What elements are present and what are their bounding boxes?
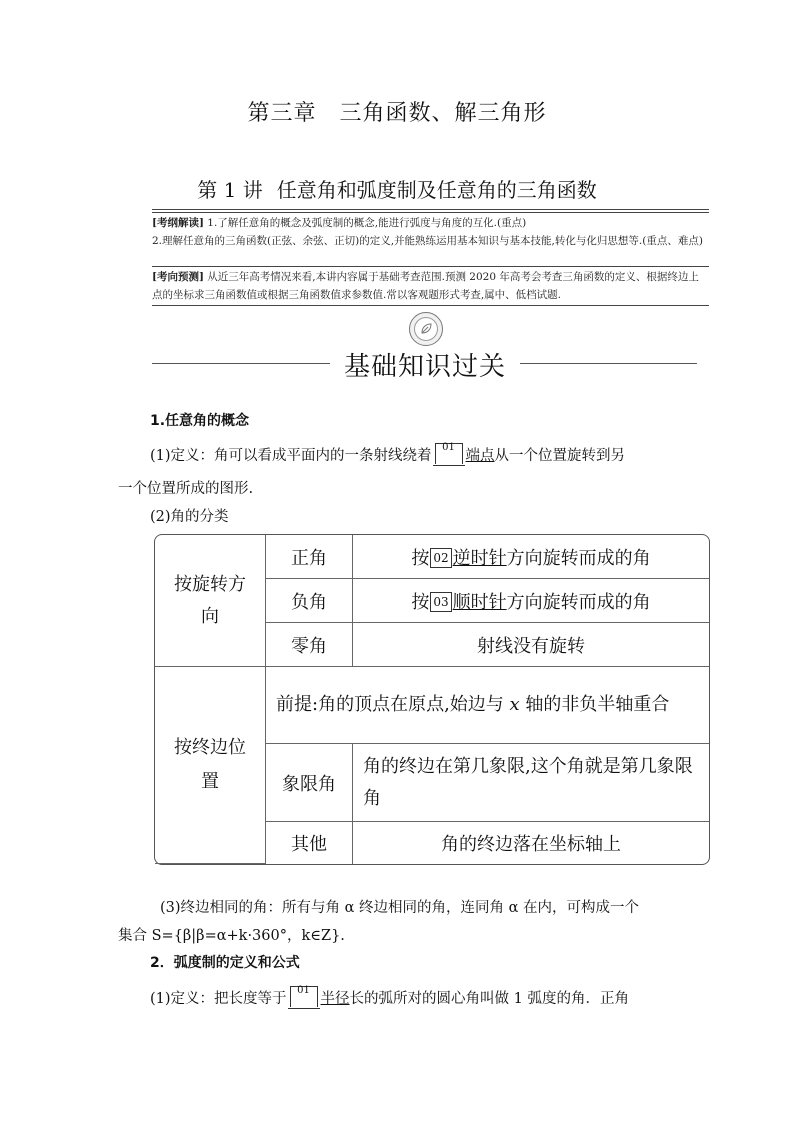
- premise-cell: 前提:角的顶点在原点,始边与 x 轴的非负半轴重合: [266, 667, 709, 744]
- angle-classification-table: [154, 534, 710, 865]
- chapter-title: 第三章 三角函数、解三角形: [247, 101, 547, 126]
- section1-heading: 1.任意角的概念: [150, 413, 250, 429]
- banner-title: 基础知识过关: [330, 346, 520, 383]
- forecast-text: 从近三年高考情况来看,本讲内容属于基础考查范围.预测 2020 年高考会考查三角函数的定义、根据终边上点的坐标求三角函数值或根据三角函数值求参数值.常以客观题形式考查,属中、低档试题.: [152, 271, 699, 301]
- forecast-tag: [考向预测]: [152, 271, 204, 283]
- syllabus-line2: 2.理解任意角的三角函数(正弦、余弦、正切)的定义,并能熟练运用基本知识与基本技能,转化与化归思想等.(重点、难点): [152, 235, 703, 247]
- section1-definition: [150, 443, 625, 467]
- row-desc: 角的终边在第几象限,这个角就是第几象限角: [353, 744, 709, 822]
- divider: [152, 305, 709, 306]
- section2-heading: 2．弧度制的定义和公式: [150, 955, 300, 971]
- leaf-badge-icon: [409, 312, 443, 346]
- circled-number: 02: [430, 548, 451, 568]
- row-name: 零角: [266, 623, 353, 667]
- answer-blank: [290, 986, 318, 1007]
- row-name: 象限角: [266, 744, 353, 822]
- banner-line-right: [520, 363, 697, 364]
- classification-label: (2)角的分类: [150, 509, 229, 525]
- definition-text: 从一个位置旋转到另: [494, 448, 626, 464]
- row-name: 负角: [266, 579, 353, 623]
- forecast-box: [152, 268, 709, 304]
- row-name: 其他: [266, 822, 353, 864]
- coterminal-line1: (3)终边相同的角：所有与角 α 终边相同的角，连同角 α 在内，可构成一个: [160, 900, 640, 916]
- row-name: 正角: [266, 535, 353, 579]
- answer-blank: [435, 443, 463, 464]
- banner-line-left: [152, 363, 330, 364]
- lecture-number: 第 1 讲: [197, 178, 263, 202]
- row-desc: 按 03 顺时针方向旋转而成的角: [353, 579, 709, 623]
- blank-answer: 半径: [320, 991, 350, 1007]
- divider: [152, 266, 709, 267]
- blank-number: 01: [442, 442, 455, 453]
- divider: [152, 212, 709, 213]
- coterminal-line2: 集合 S={β|β=α+k·360°，k∈Z}.: [118, 928, 345, 944]
- blank-answer: 逆时针: [452, 547, 507, 569]
- definition-text: 长的弧所对的圆心角叫做 1 弧度的角．正角: [349, 991, 629, 1007]
- group-rotation: [155, 535, 266, 667]
- blank-answer: 端点: [465, 448, 495, 464]
- lecture-title: [0, 174, 794, 203]
- syllabus-line1: 1.了解任意角的概念及弧度制的概念,能进行弧度与角度的互化.(重点): [207, 217, 527, 229]
- blank-answer: 顺时针: [452, 591, 507, 613]
- blank-number: 01: [297, 985, 310, 996]
- section1-definition-cont: 一个位置所成的图形.: [118, 481, 254, 497]
- row-desc: 角的终边落在坐标轴上: [441, 834, 621, 855]
- lecture-name: 任意角和弧度制及任意角的三角函数: [276, 178, 597, 202]
- circled-number: 03: [430, 592, 451, 612]
- syllabus-tag: [考纲解读]: [152, 217, 204, 229]
- divider: [152, 209, 709, 210]
- definition-text: (1)定义：角可以看成平面内的一条射线绕着: [150, 448, 432, 464]
- group-label: 按旋转方向: [174, 573, 246, 627]
- definition-text: (1)定义：把长度等于: [150, 991, 287, 1007]
- row-desc: 射线没有旋转: [353, 623, 709, 667]
- section2-definition: [150, 986, 629, 1010]
- group-label: 按终边位置: [174, 737, 246, 792]
- group-terminal: [155, 667, 266, 864]
- syllabus-box: [152, 214, 709, 250]
- row-desc: 按 02 逆时针方向旋转而成的角: [353, 535, 709, 579]
